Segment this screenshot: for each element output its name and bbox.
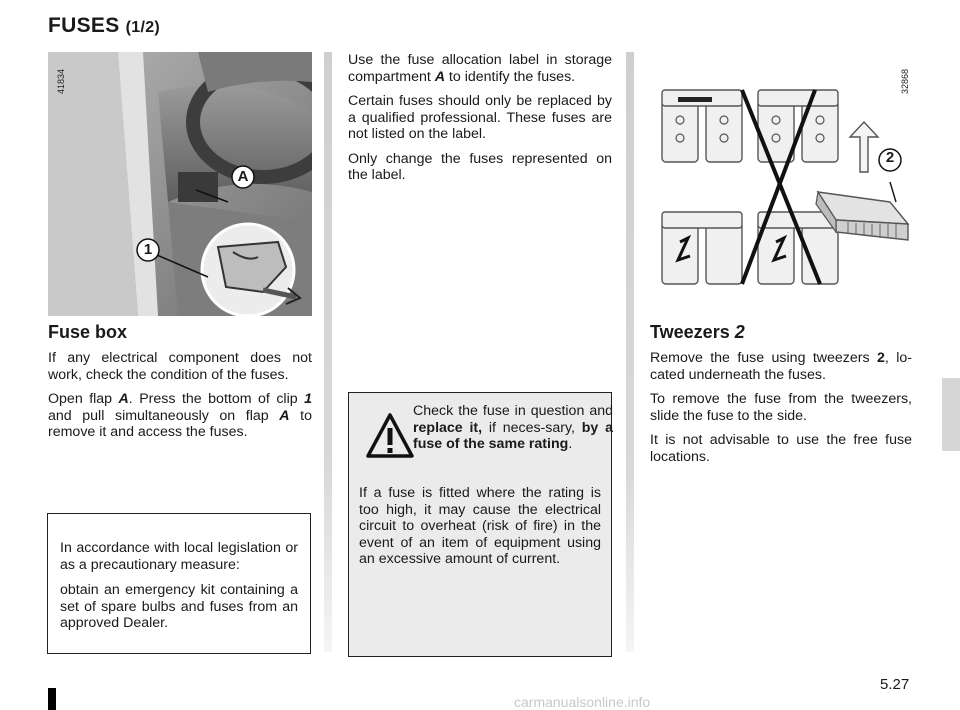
column-divider-right bbox=[626, 52, 634, 652]
section-side-tab bbox=[942, 378, 960, 451]
middle-para-3: Only change the fuses represented on the label. bbox=[348, 150, 612, 183]
middle-para-2: Certain fuses should only be replaced by a qualified professional. These fuses are not listed on the label. bbox=[348, 93, 612, 142]
legislation-note-para-2: obtain an emergency kit containing a set of spare bulbs and fuses from an approved Dealer. bbox=[60, 582, 298, 631]
legislation-note-box bbox=[47, 513, 311, 654]
warning-box bbox=[348, 392, 612, 657]
tweezers-para-3: It is not advisable to use the free fuse locations. bbox=[650, 432, 912, 465]
page-title: FUSES (1/2) bbox=[48, 14, 161, 37]
footer-mark bbox=[48, 688, 56, 710]
callout-label-a: A bbox=[237, 168, 249, 185]
callout-label-1: 1 bbox=[143, 241, 153, 258]
callout-label-2: 2 bbox=[885, 149, 895, 166]
fuse-box-para-2: Open flap A. Press the bottom of clip 1 and pull simultaneously on flap A to remove it and access the fuses. bbox=[48, 391, 312, 440]
fuses-drawing bbox=[650, 52, 912, 316]
middle-para-1: Use the fuse allocation label in storage compartment A to identify the fuses. bbox=[348, 52, 612, 85]
fuse-box-section bbox=[48, 322, 312, 441]
tweezers-heading: Tweezers 2 bbox=[650, 322, 745, 342]
page-title-part: (1/2) bbox=[125, 19, 161, 36]
warning-para-1: Check the fuse in question and replace it, if neces-sary, by a fuse of the same rating. bbox=[413, 403, 613, 452]
legislation-note-para-1: In accordance with local legislation or as a precautionary measure: bbox=[60, 540, 298, 573]
fuse-box-para-1: If any electrical component does not work, check the condition of the fuses. bbox=[48, 350, 312, 383]
figure-code-left: 41834 bbox=[56, 68, 66, 94]
tweezers-para-2: To remove the fuse from the tweezers, slide the fuse to the side. bbox=[650, 391, 912, 424]
dashboard-illustration bbox=[48, 52, 312, 316]
tweezers-section bbox=[650, 322, 912, 465]
warning-para-2: If a fuse is fitted where the rating is too high, it may cause the electrical circuit to overheat (risk of fire) in the event of an item of equipment using an excessive amount of current. bbox=[359, 485, 601, 567]
fuse-box-heading: Fuse box bbox=[48, 322, 128, 342]
middle-section bbox=[348, 52, 612, 184]
figure-code-right: 32868 bbox=[900, 68, 910, 94]
column-divider-left bbox=[324, 52, 332, 652]
page-number: 5.27 bbox=[880, 676, 910, 693]
fuse-box-photo bbox=[48, 52, 312, 316]
watermark-text: carmanualsonline.info bbox=[514, 694, 651, 710]
warning-top-row bbox=[359, 403, 613, 483]
tweezers-para-1: Remove the fuse using tweezers 2, lo-cated underneath the fuses. bbox=[650, 350, 913, 383]
warning-triangle-icon bbox=[365, 411, 415, 461]
fuses-tweezers-illustration bbox=[650, 52, 912, 316]
